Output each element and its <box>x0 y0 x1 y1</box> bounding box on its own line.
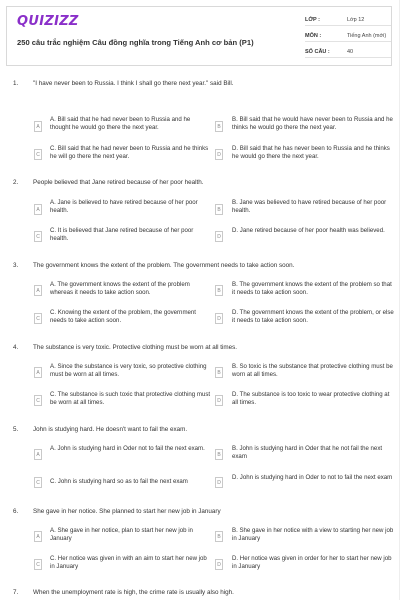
option-b-text[interactable]: B. The government knows the extent of the problem so that it needs to take action soon. <box>232 281 392 297</box>
option-a-text[interactable]: A. The government knows the extent of the problem whereas it needs to take action soon. <box>50 281 190 297</box>
option-c-box[interactable]: C <box>34 231 42 242</box>
option-c-box[interactable]: C <box>34 313 42 324</box>
option-c-box[interactable]: C <box>34 395 42 406</box>
option-a-box[interactable]: A <box>34 531 42 542</box>
option-a-text[interactable]: A. Since the substance is very toxic, so protective clothing must be worn at all times. <box>50 363 207 379</box>
option-c-text[interactable]: C. The substance is such toxic that protective clothing must be worn at all times. <box>50 391 211 407</box>
option-d-box[interactable]: D <box>215 149 223 160</box>
quizizz-logo: QUIZIZZ <box>17 14 79 29</box>
worksheet-header <box>6 6 392 66</box>
option-c-text[interactable]: C. John is studying hard so as to fail the next exam <box>50 478 188 485</box>
question-number: 3. <box>13 262 19 269</box>
question-number: 2. <box>13 179 19 186</box>
option-b-text[interactable]: B. She gave in her notice with a view to starting her new job in January <box>232 527 394 543</box>
option-b-text[interactable]: B. Jane was believed to have retired because of her poor health. <box>232 199 387 215</box>
question-text: John is studying hard. He doesn't want to fail the exam. <box>33 426 188 433</box>
question-number: 5. <box>13 426 19 433</box>
option-b-box[interactable]: B <box>215 531 223 542</box>
option-d-box[interactable]: D <box>215 559 223 570</box>
option-a-text[interactable]: A. Bill said that he had never been to Russia and he thought he would go there the next year. <box>50 116 191 132</box>
page-title: 250 câu trắc nghiệm Câu đồng nghĩa trong Tiếng Anh cơ bản (P1) <box>17 38 254 47</box>
option-d-text[interactable]: D. Her notice was given in order for her to start her new job in January <box>232 555 392 571</box>
question-text: The substance is very toxic. Protective clothing must be worn at all times. <box>33 344 238 351</box>
meta-value: Tiếng Anh (mới) <box>347 33 387 39</box>
option-d-text[interactable]: D. John is studying hard in Oder to not to fail the next exam <box>232 474 393 481</box>
option-a-box[interactable]: A <box>34 285 42 296</box>
question-number: 4. <box>13 344 19 351</box>
question-number: 6. <box>13 508 19 515</box>
meta-label: MÔN : <box>305 33 322 39</box>
option-d-text[interactable]: D. The substance is too toxic to wear protective clothing at all times. <box>232 391 390 407</box>
option-c-text[interactable]: C. Bill said that he had never been to Russia and he thinks he will go there the next year. <box>50 145 209 161</box>
option-a-box[interactable]: A <box>34 449 42 460</box>
question-text: The government knows the extent of the problem. The government needs to take action soon. <box>33 262 295 269</box>
meta-divider <box>305 57 391 58</box>
option-d-box[interactable]: D <box>215 395 223 406</box>
option-c-text[interactable]: C. Knowing the extent of the problem, the government needs to take action soon. <box>50 309 196 325</box>
option-b-text[interactable]: B. So toxic is the substance that protective clothing must be worn at all times. <box>232 363 393 379</box>
option-a-text[interactable]: A. She gave in her notice, plan to start her new job in January <box>50 527 193 543</box>
option-b-box[interactable]: B <box>215 449 223 460</box>
question-text: "I have never been to Russia. I think I shall go there next year." said Bill. <box>33 80 234 87</box>
option-c-text[interactable]: C. It is believed that Jane retired because of her poor health. <box>50 227 194 243</box>
option-b-box[interactable]: B <box>215 204 223 215</box>
option-d-box[interactable]: D <box>215 477 223 488</box>
option-a-text[interactable]: A. Jane is believed to have retired because of her poor health. <box>50 199 198 215</box>
meta-divider <box>305 25 391 26</box>
option-b-box[interactable]: B <box>215 285 223 296</box>
option-b-text[interactable]: B. Bill said that he would have never been to Russia and he thinks he would go there the next year. <box>232 116 393 132</box>
option-c-text[interactable]: C. Her notice was given in with an aim to start her new job in January <box>50 555 207 571</box>
option-a-box[interactable]: A <box>34 121 42 132</box>
option-a-box[interactable]: A <box>34 204 42 215</box>
meta-value: Lớp 12 <box>347 17 365 23</box>
option-b-box[interactable]: B <box>215 367 223 378</box>
option-b-box[interactable]: B <box>215 121 223 132</box>
option-a-box[interactable]: A <box>34 367 42 378</box>
meta-value: 40 <box>347 49 354 55</box>
option-b-text[interactable]: B. John is studying hard in Oder that he not fail the next exam <box>232 445 383 461</box>
option-d-text[interactable]: D. Jane retired because of her poor health was believed. <box>232 227 385 234</box>
question-number: 1. <box>13 80 19 87</box>
option-c-box[interactable]: C <box>34 559 42 570</box>
meta-label: SỐ CÂU : <box>305 49 330 55</box>
option-d-box[interactable]: D <box>215 313 223 324</box>
meta-divider <box>305 41 391 42</box>
option-d-box[interactable]: D <box>215 231 223 242</box>
question-number: 7. <box>13 589 19 596</box>
question-text: She gave in her notice. She planned to start her new job in January <box>33 508 221 515</box>
option-a-text[interactable]: A. John is studying hard in Oder not to fail the next exam. <box>50 445 205 452</box>
question-text: People believed that Jane retired because of her poor health. <box>33 179 204 186</box>
meta-subject <box>305 31 391 42</box>
meta-count <box>305 47 391 58</box>
option-d-text[interactable]: D. Bill said that he has never been to Russia and he thinks he would go there the next year. <box>232 145 390 161</box>
option-d-text[interactable]: D. The government knows the extent of the problem, or else it needs to take action soon. <box>232 309 394 325</box>
question-text: When the unemployment rate is high, the crime rate is usually also high. <box>33 589 234 596</box>
option-c-box[interactable]: C <box>34 149 42 160</box>
meta-label: LỚP : <box>305 17 320 23</box>
meta-class <box>305 15 391 26</box>
option-c-box[interactable]: C <box>34 477 42 488</box>
